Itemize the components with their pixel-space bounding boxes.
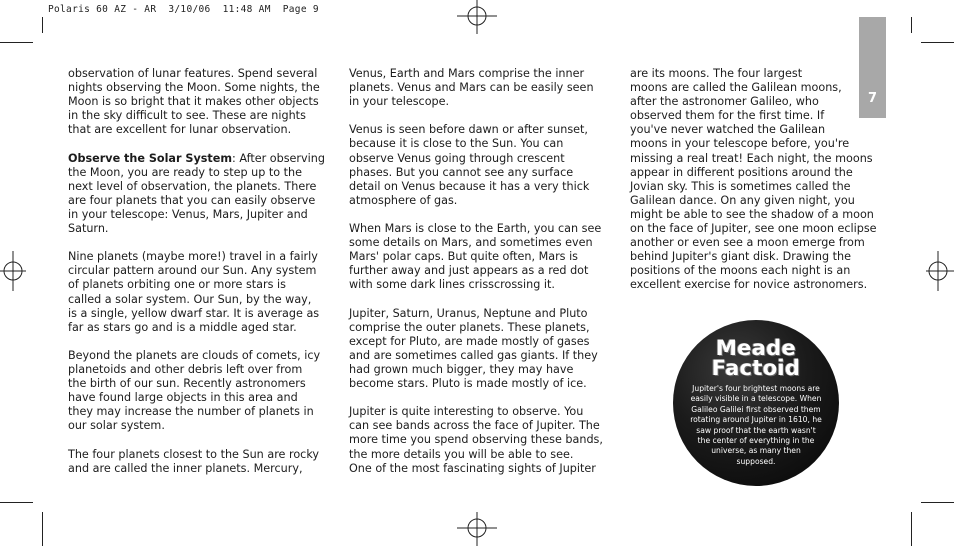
page-number: 7 — [867, 91, 878, 106]
meade-factoid-badge — [673, 320, 839, 486]
registration-mark-left — [0, 251, 26, 291]
paragraph-jupiter: Jupiter is quite interesting to observe. You can see bands across the face of Jupiter. The more time you spend observing these bands, the more details you will be able to see. One of the most fascinating sights of Jupiter — [349, 405, 603, 475]
paragraph-observe-solar-system — [68, 152, 330, 237]
crop-mark-top-right-h — [921, 42, 954, 43]
crop-mark-top-left-h — [0, 42, 33, 43]
paragraph-outer-planets: Jupiter, Saturn, Uranus, Neptune and Pluto comprise the outer planets. These planets, except for Pluto, are made mostly of gases and are sometimes called gas giants. If they had grown much bigger, they may have become stars. Pluto is made mostly of ice. — [349, 306, 598, 391]
section-heading-observe-solar-system: Observe the Solar System — [68, 151, 232, 165]
paragraph-observe-solar-system-body: : After observing the Moon, you are ready to step up to the next level of observation, the planets. There are four planets that you can easily observe in your telescope: Venus, Mars, Jupiter and Saturn. — [68, 151, 325, 236]
paragraph-galilean-moons: are its moons. The four largest moons are called the Galilean moons, after the astronomer Galileo, who observed them for the first time. If you've never watched the Galilean moons in your telescope before, you're missing a real treat! Each night, the moons appear in different positions around the Jovian sky. This is sometimes called the Galilean dance. On any given night, you might be able to see the shadow of a moon on the face of Jupiter, see one moon eclipse another or even see a moon emerge from behind Jupiter's giant disk. Drawing the positions of the moons each night is an excellent exercise for novice astronomers. — [630, 67, 877, 292]
paragraph-inner-planets: The four planets closest to the Sun are rocky and are called the inner planets. Mercury, — [68, 447, 320, 475]
text-column-1 — [68, 67, 330, 476]
crop-mark-bottom-right-v — [911, 512, 912, 546]
text-column-3 — [630, 67, 890, 293]
paragraph-lunar-observation: observation of lunar features. Spend several nights observing the Moon. Some nights, the Moon is so bright that it makes other objects in the sky difficult to see. These are nights that are excellent for lunar observation. — [68, 67, 320, 137]
paragraph-venus: Venus is seen before dawn or after sunset, because it is close to the Sun. You can observe Venus going through crescent phases. But you cannot see any surface detail on Venus because it has a very thick atmosphere of gas. — [349, 123, 590, 207]
factoid-title-line-1: Meade — [715, 336, 797, 360]
registration-mark-top — [457, 0, 497, 34]
paragraph-nine-planets: Nine planets (maybe more!) travel in a fairly circular pattern around our Sun. Any system of planets orbiting one or more stars is called a solar system. Our Sun, by the way, is a single, yellow dwarf star. It is average as far as stars go and is a middle aged star. — [68, 250, 320, 334]
registration-mark-right — [926, 251, 954, 291]
paragraph-beyond-planets: Beyond the planets are clouds of comets, icy planetoids and other debris left over from the birth of our sun. Recently astronomers have found large objects in this area and they may increase the number of planets in our solar system. — [68, 348, 321, 433]
registration-mark-bottom — [457, 512, 497, 546]
crop-mark-bottom-left-v — [42, 512, 43, 546]
crop-mark-bottom-right-h — [921, 502, 954, 503]
factoid-title — [673, 338, 839, 378]
crop-mark-top-right-v — [911, 17, 912, 33]
printer-slug: Polaris 60 AZ - AR 3/10/06 11:48 AM Page 9 — [48, 4, 319, 15]
factoid-title-line-2: Factoid — [711, 356, 801, 380]
paragraph-mars: When Mars is close to the Earth, you can see some details on Mars, and sometimes even Mars' polar caps. But quite often, Mars is further away and just appears as a red dot with some dark lines crisscrossing it. — [349, 222, 602, 292]
text-column-2 — [349, 67, 611, 476]
crop-mark-bottom-left-h — [0, 502, 33, 503]
crop-mark-top-left-v — [42, 17, 43, 33]
paragraph-inner-planets-continued: Venus, Earth and Mars comprise the inner planets. Venus and Mars can be easily seen in your telescope. — [349, 67, 594, 109]
factoid-text: Jupiter's four brightest moons are easily visible in a telescope. When Galileo Galilei first observed them rotating around Jupiter in 1610, he saw proof that the earth wasn't the center of everything in the universe, as many then supposed. — [690, 384, 822, 466]
